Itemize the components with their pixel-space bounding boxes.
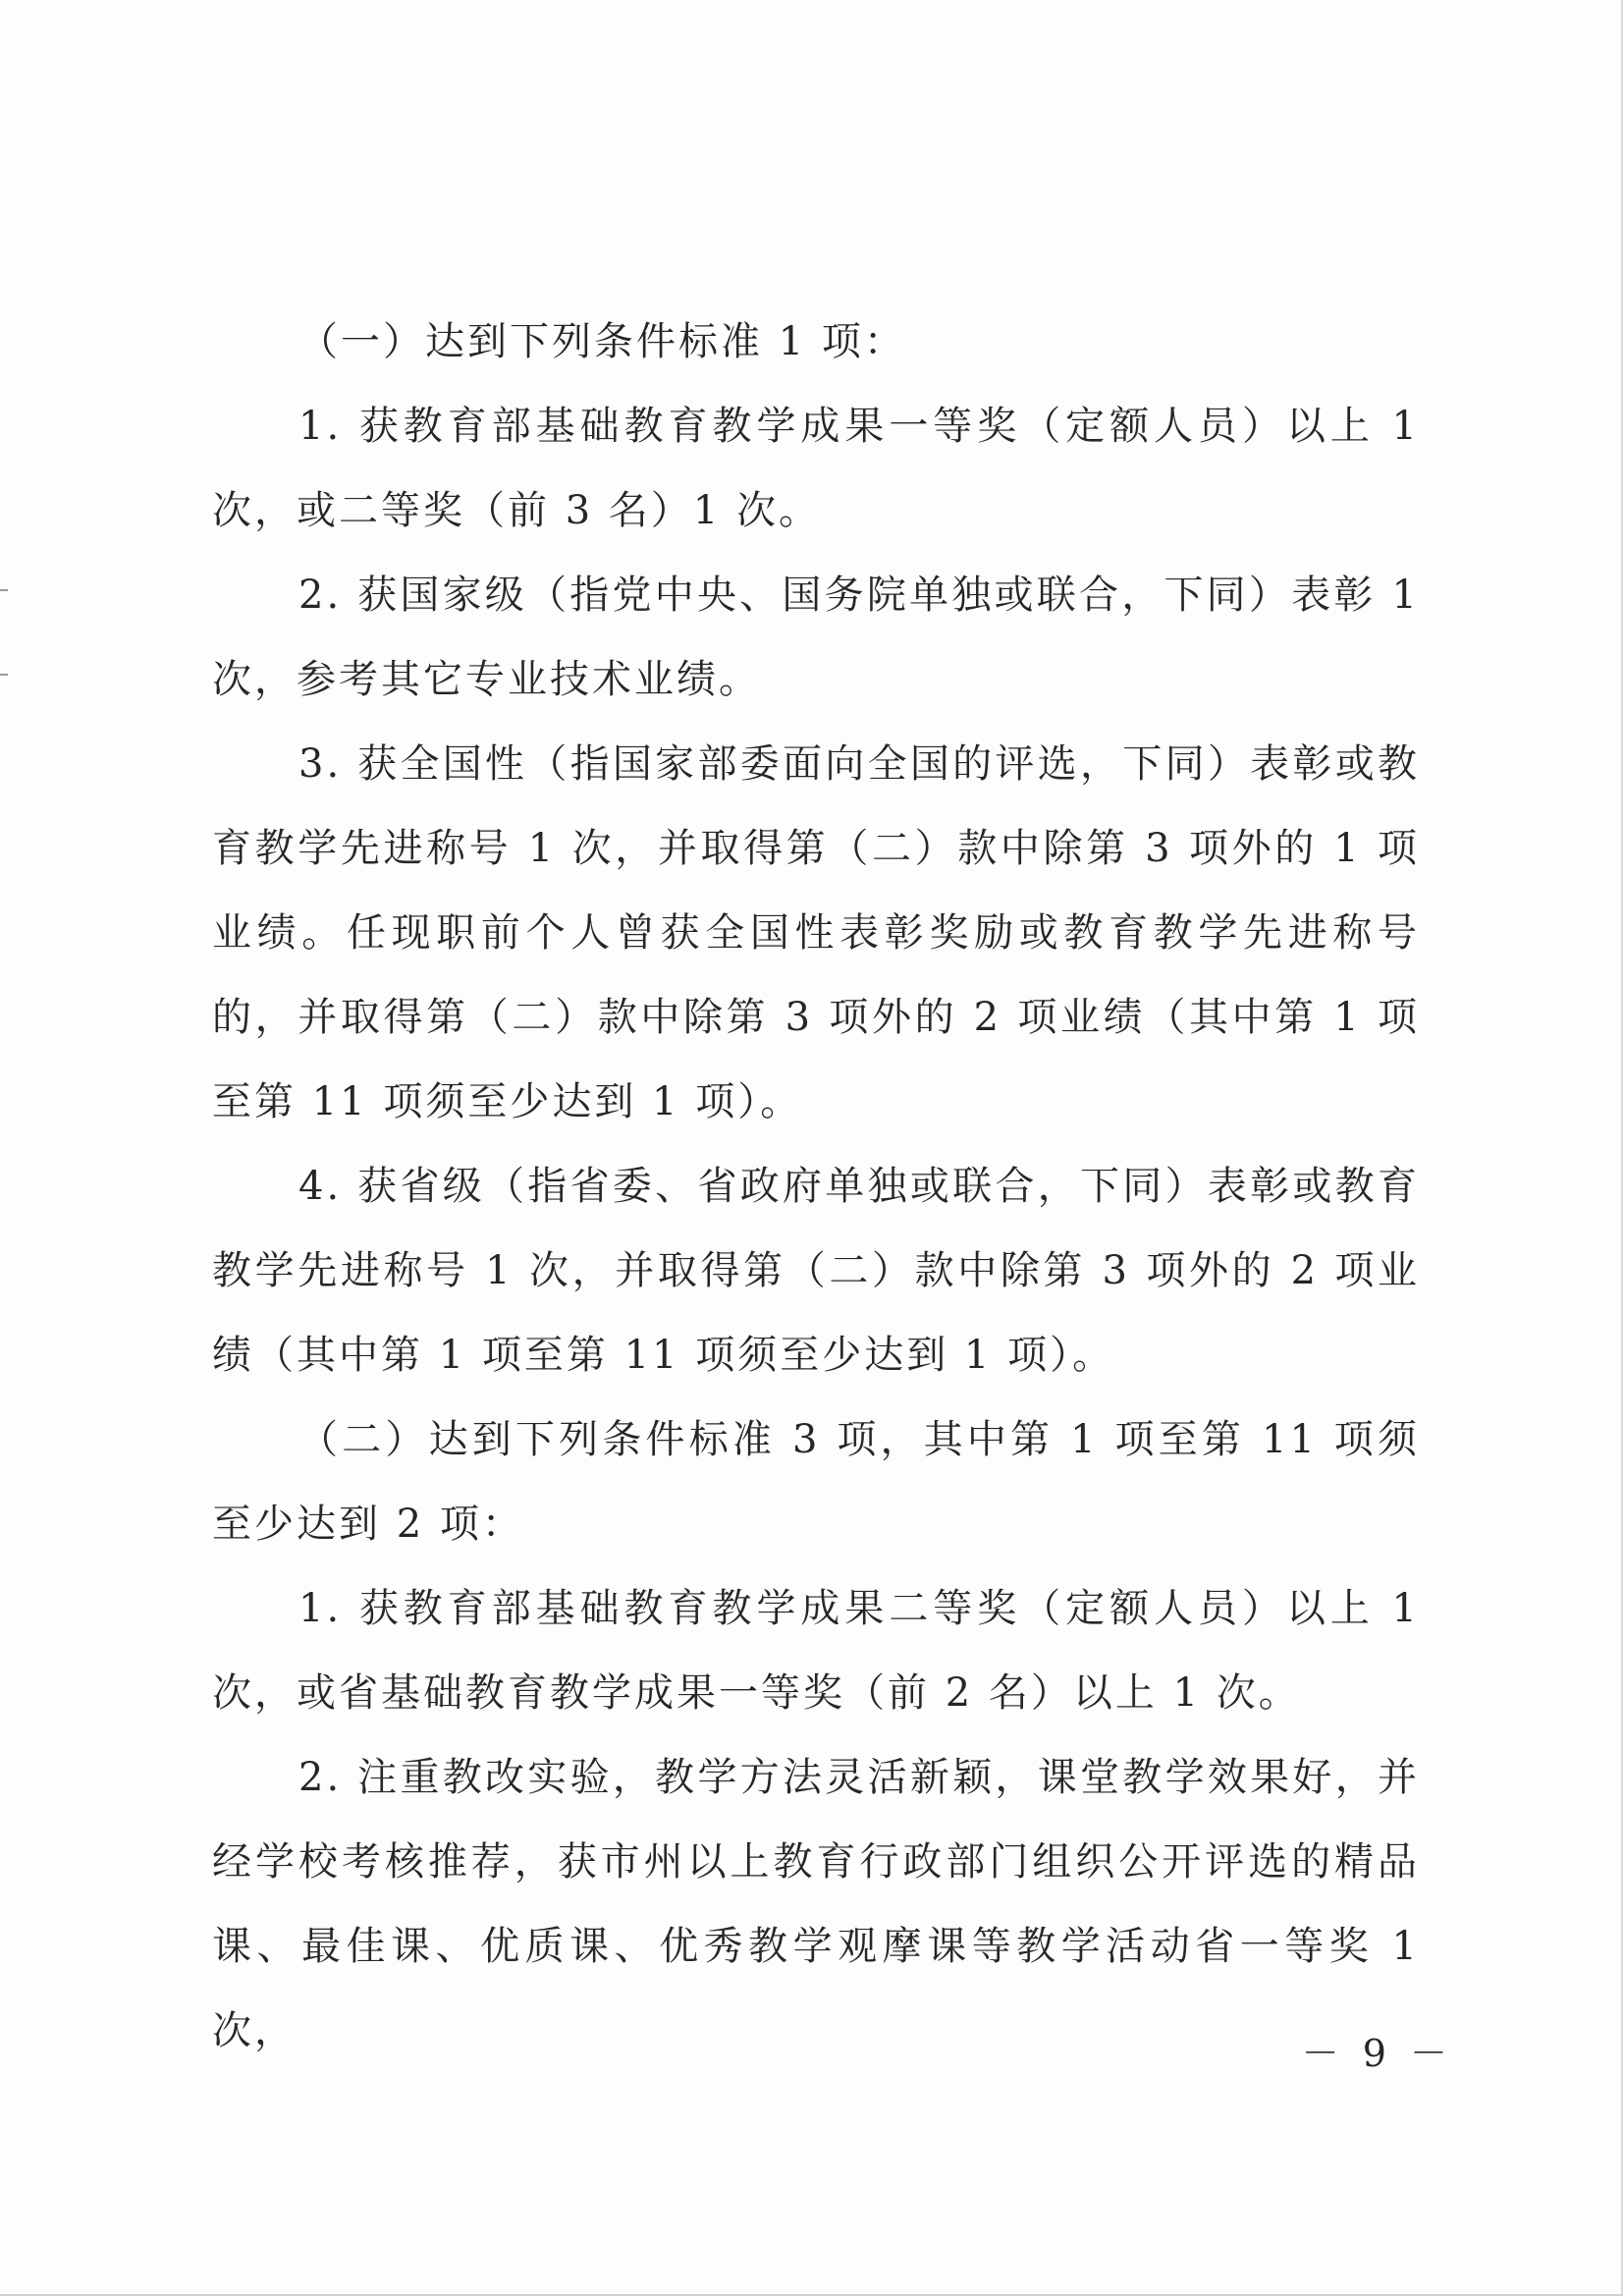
scan-edge-mark (0, 589, 8, 591)
page-number: － 9 － (1301, 2032, 1453, 2075)
scan-edge-mark (0, 674, 8, 676)
paragraph-item: 2. 注重教改实验，教学方法灵活新颖，课堂教学效果好，并经学校考核推荐，获市州以上教育行政部门组织公开评选的精品课、最佳课、优质课、优秀教学观摩课等教学活动省一等奖 1 次， (212, 1755, 1420, 2053)
paragraph-item: 2. 获国家级（指党中央、国务院单独或联合，下同）表彰 1 次，参考其它专业技术业绩。 (212, 573, 1420, 702)
section-heading-2: （二）达到下列条件标准 3 项，其中第 1 项至第 11 项须至少达到 2 项： (212, 1417, 1420, 1547)
document-body (212, 300, 1420, 2073)
paragraph-item: 4. 获省级（指省委、省政府单独或联合，下同）表彰或教育教学先进称号 1 次，并取得第（二）款中除第 3 项外的 2 项业绩（其中第 1 项至第 11 项须至少达到 1 项）。 (212, 1164, 1420, 1378)
section-heading-1: （一）达到下列条件标准 1 项： (298, 319, 906, 364)
paragraph-item: 1. 获教育部基础教育教学成果一等奖（定额人员）以上 1 次，或二等奖（前 3 名）1 次。 (212, 404, 1420, 533)
paragraph-item: 1. 获教育部基础教育教学成果二等奖（定额人员）以上 1 次，或省基础教育教学成果一等奖（前 2 名）以上 1 次。 (212, 1586, 1420, 1716)
paragraph-item: 3. 获全国性（指国家部委面向全国的评选，下同）表彰或教育教学先进称号 1 次，并取得第（二）款中除第 3 项外的 1 项业绩。任现职前个人曾获全国性表彰奖励或教育教学先进称号的，并取得第（二）款中除第 3 项外的 2 项业绩（其中第 1 项至第 11 项须至少达到 1 项）。 (212, 741, 1420, 1124)
